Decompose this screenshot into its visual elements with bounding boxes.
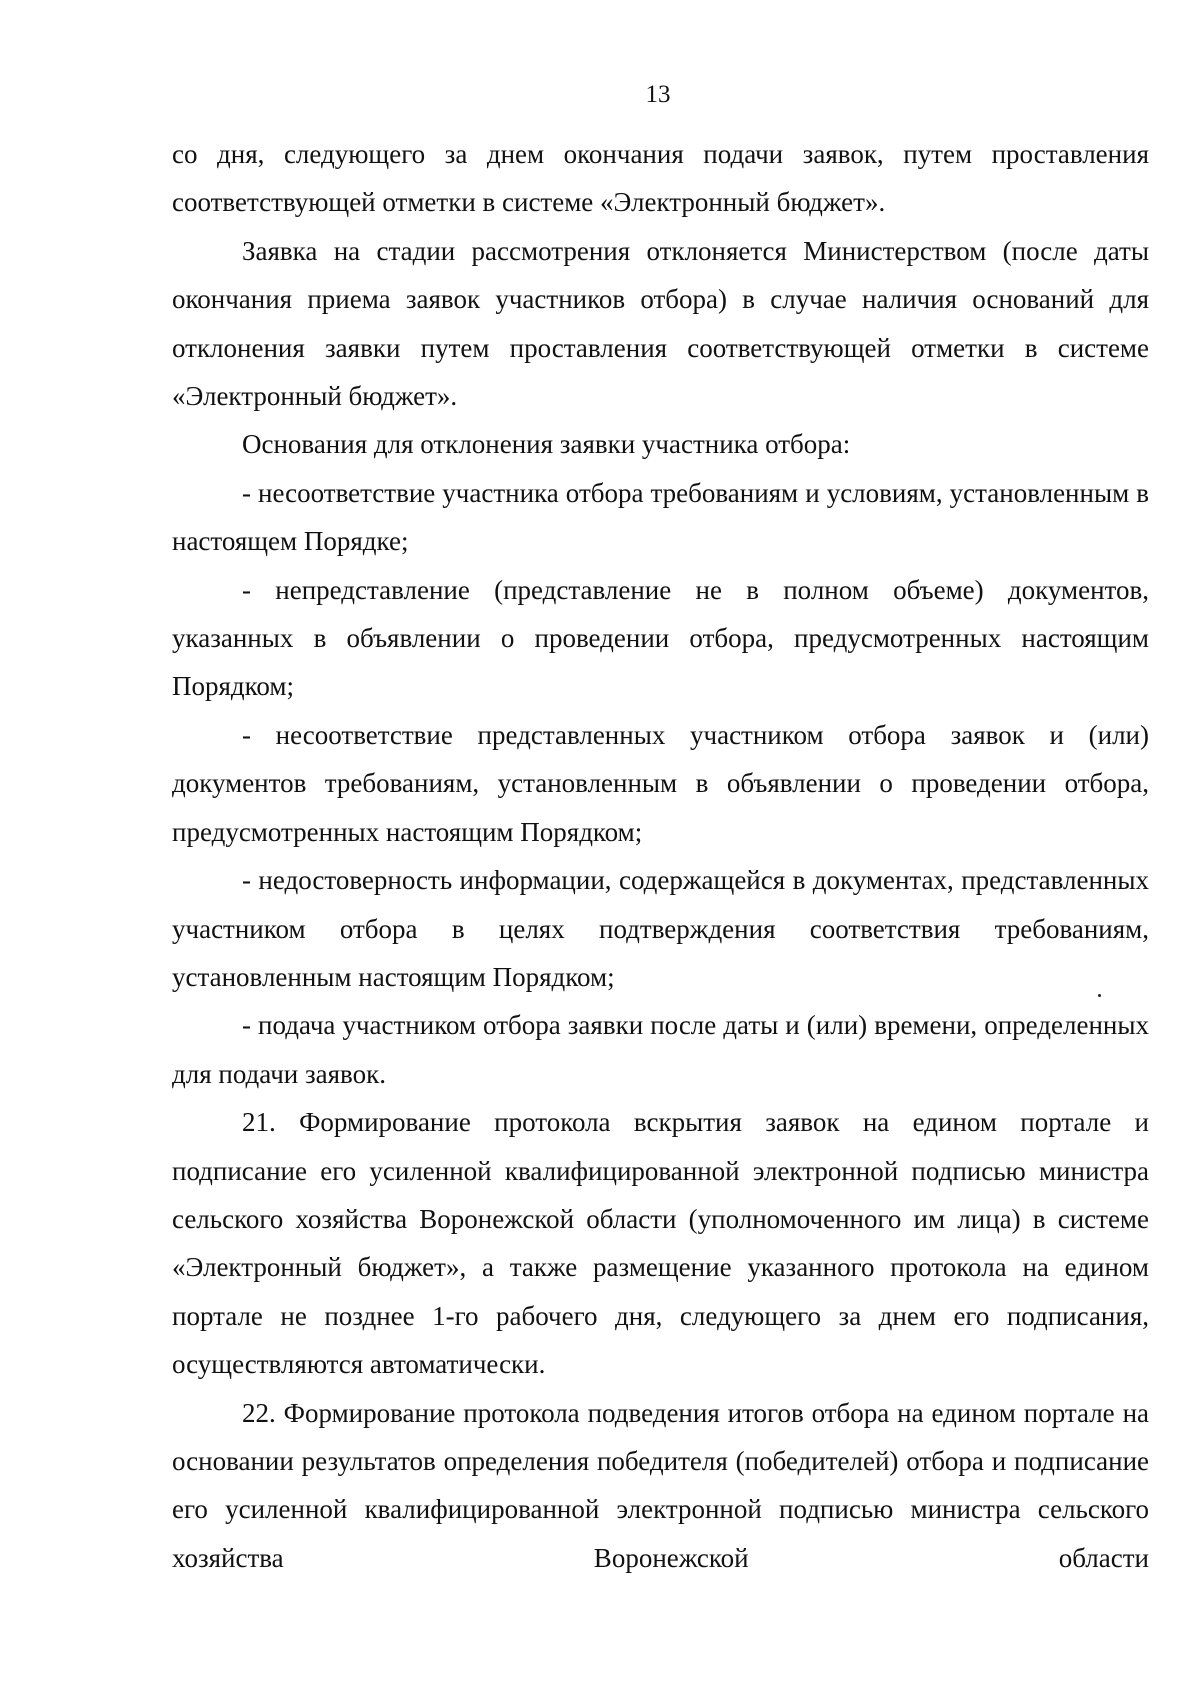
paragraph-item-22: 22. Формирование протокола подведения итогов отбора на едином портале на основании результатов определения победителя (победителей) отбора и подписание его усиленной квалифицированной электронной подписью министра сельского хозяйства Воронежской области (172, 1397, 1149, 1573)
list-item-late-submission: - подача участником отбора заявки после даты и (или) времени, определенных для подачи заявок. (172, 1010, 1149, 1089)
paragraph-rejection-stage: Заявка на стадии рассмотрения отклоняется Министерством (после даты окончания приема заявок участников отбора) в случае наличия оснований для отклонения заявки путем проставления соответствующей отметки в системе «Электронный бюджет». (172, 235, 1149, 412)
paragraph-continuation: со дня, следующего за днем окончания подачи заявок, путем проставления соответствующей отметки в системе «Электронный бюджет». (172, 139, 1149, 218)
list-item-noncompliance-documents: - несоответствие представленных участником отбора заявок и (или) документов требованиям, установленным в объявлении о проведении отбора, предусмотренных настоящим Порядком; (172, 719, 1149, 847)
scan-artifact-dot (1098, 994, 1101, 997)
document-body (172, 130, 1149, 1582)
list-item-unreliable-information: - недостоверность информации, содержащейся в документах, представленных участником отбора в целях подтверждения соответствия требованиям, установленным настоящим Порядком; (172, 865, 1149, 992)
list-item-noncompliance-participant: - несоответствие участника отбора требованиям и условиям, установленным в настоящем Порядке; (172, 477, 1149, 557)
paragraph-item-21: 21. Формирование протокола вскрытия заявок на едином портале и подписание его усиленной квалифицированной электронной подписью министра сельского хозяйства Воронежской области (уполномоченного им лица) в системе «Электронный бюджет», а также размещение указанного протокола на едином портале не позднее 1-го рабочего дня, следующего за днем его подписания, осуществляются автоматически. (172, 1107, 1149, 1380)
paragraph-rejection-grounds-heading: Основания для отклонения заявки участника отбора: (242, 429, 851, 460)
list-item-nonsubmission-documents: - непредставление (представление не в полном объеме) документов, указанных в объявлении о проведении отбора, предусмотренных настоящим Порядком; (172, 574, 1149, 702)
page-number: 13 (645, 81, 671, 108)
